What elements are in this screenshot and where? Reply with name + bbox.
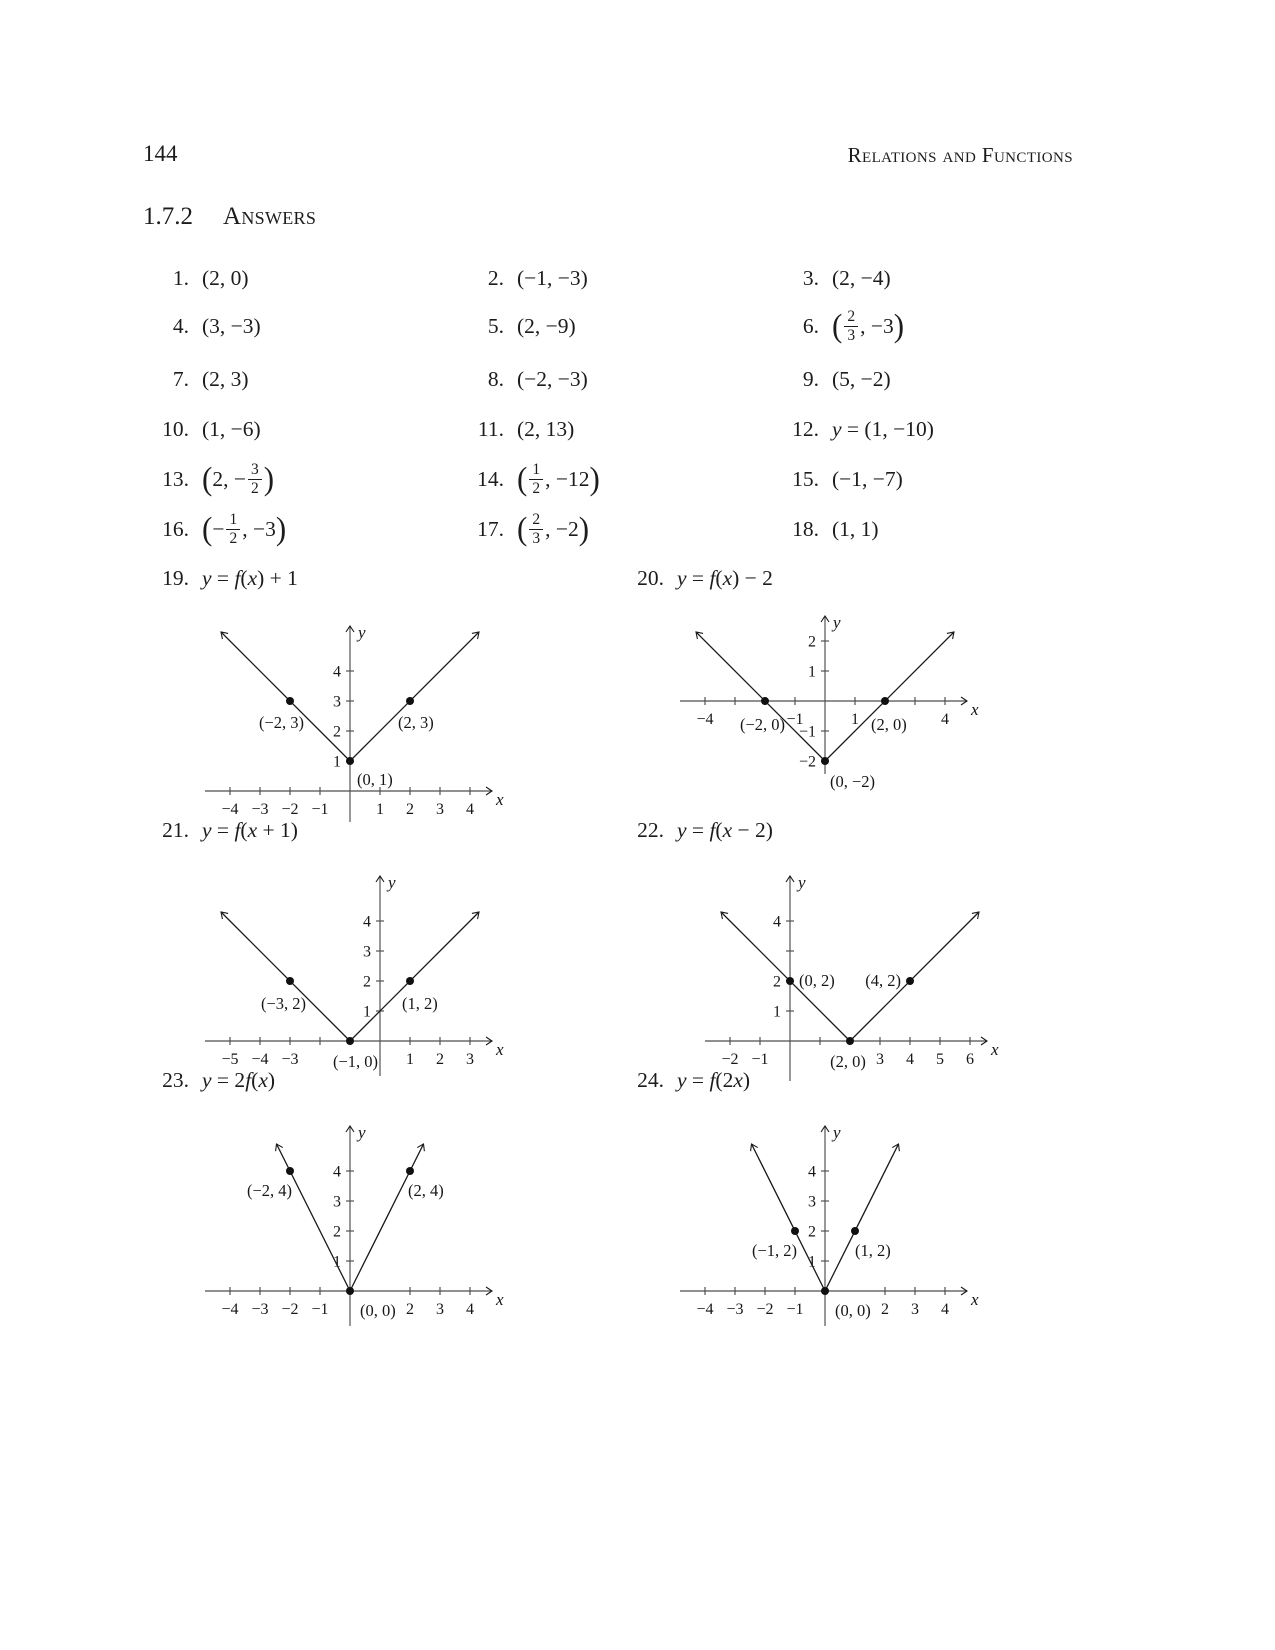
problem-number: 20. — [637, 566, 664, 590]
problem-equation — [202, 566, 298, 591]
point-label: (−3, 2) — [260, 994, 306, 1013]
math-variable: x — [722, 566, 733, 590]
answer-item-15 — [773, 456, 903, 502]
data-point — [286, 697, 294, 705]
data-point — [881, 697, 889, 705]
point-label: (−2, 3) — [258, 713, 304, 732]
x-axis-label: x — [496, 790, 504, 809]
y-tick-label: 4 — [773, 913, 781, 931]
y-tick-label: 4 — [333, 1163, 341, 1181]
math-variable: x — [258, 1068, 268, 1092]
y-tick-label: 2 — [808, 633, 816, 651]
graph-line — [825, 632, 954, 761]
problem-equation — [677, 1068, 750, 1093]
x-tick-label: −2 — [281, 801, 299, 818]
x-tick-label: 2 — [436, 1051, 444, 1068]
math-text: , −3 — [860, 313, 894, 338]
answer-item-18 — [773, 506, 879, 552]
y-tick-label: 3 — [363, 943, 371, 961]
graph-line — [221, 632, 350, 761]
x-tick-label: 4 — [941, 1301, 949, 1318]
answer-number: 13. — [162, 466, 189, 491]
graph-23 — [180, 1096, 532, 1336]
math-variable: y — [677, 1068, 687, 1092]
math-text: − — [212, 516, 225, 541]
point-label: (−1, 0) — [332, 1052, 378, 1071]
point-label: (2, 0) — [871, 715, 907, 734]
problem-equation — [202, 1068, 275, 1093]
math-variable: x — [247, 818, 258, 842]
answer-number: 3. — [802, 265, 819, 290]
x-tick-label: −5 — [221, 1051, 239, 1068]
math-variable: x — [733, 1068, 743, 1092]
answer-value — [517, 266, 588, 291]
answer-value — [517, 417, 574, 442]
fraction-denominator: 3 — [847, 326, 856, 344]
y-tick-label: 2 — [363, 973, 371, 991]
answer-value — [202, 266, 249, 291]
data-point — [761, 697, 769, 705]
math-variable: f — [709, 566, 716, 590]
answer-value — [832, 367, 891, 392]
problem-number: 24. — [637, 1068, 664, 1092]
section-title: Answers — [223, 203, 317, 230]
problem-title-23 — [143, 1068, 275, 1093]
answer-number: 2. — [487, 265, 504, 290]
math-text: = (1, −10) — [841, 416, 934, 441]
math-text: ( — [240, 566, 248, 590]
answer-number: 10. — [162, 416, 189, 441]
x-tick-label: 5 — [936, 1051, 944, 1068]
problem-equation — [202, 818, 298, 843]
math-text: ) — [267, 1068, 276, 1092]
answer-value: ( $\frac{2}{3}$ , −3 ) — [832, 307, 905, 344]
answer-number: 15. — [792, 466, 819, 491]
math-variable: f — [245, 1068, 252, 1092]
x-axis-label: x — [496, 1290, 504, 1309]
x-axis-label: x — [971, 1290, 979, 1309]
answer-item-7 — [143, 356, 249, 402]
x-axis-label: x — [496, 1040, 504, 1059]
math-text: = — [211, 818, 235, 842]
y-axis-label: y — [358, 1123, 366, 1142]
math-text: − 2) — [732, 818, 773, 842]
answer-value: ( 2, − $\frac{3}{2}$ ) — [202, 460, 275, 497]
x-tick-label: −2 — [721, 1051, 739, 1068]
data-point — [906, 977, 914, 985]
math-text: (2, 3) — [202, 366, 249, 391]
point-label: (−1, 2) — [751, 1241, 797, 1260]
math-text: , −12 — [545, 466, 590, 491]
math-text: (2 — [715, 1068, 734, 1092]
point-label: (0, −2) — [830, 772, 876, 791]
x-tick-label: −2 — [756, 1301, 774, 1318]
x-tick-label: 3 — [436, 1301, 444, 1318]
answer-number: 8. — [487, 366, 504, 391]
y-tick-label: 1 — [333, 753, 341, 771]
answer-item-14 — [458, 456, 600, 502]
graph-line — [825, 1144, 899, 1291]
graph-line — [350, 1144, 424, 1291]
math-text: (2, 0) — [202, 265, 249, 290]
y-tick-label: 1 — [773, 1003, 781, 1021]
math-text: (3, −3) — [202, 313, 261, 338]
y-tick-label: 4 — [333, 663, 341, 681]
answer-item-1 — [143, 255, 249, 301]
page-number: 144 — [143, 141, 178, 166]
point-label: (0, 2) — [799, 971, 835, 990]
x-tick-label: −1 — [311, 801, 329, 818]
answer-value: ( − $\frac{1}{2}$ , −3 ) — [202, 510, 287, 547]
answer-number: 1. — [172, 265, 189, 290]
y-tick-label: 3 — [333, 693, 341, 711]
vertex-point — [821, 757, 829, 765]
y-axis-label: y — [358, 623, 366, 642]
x-tick-label: −4 — [696, 1301, 714, 1318]
answer-number: 9. — [802, 366, 819, 391]
answer-number: 17. — [477, 516, 504, 541]
answer-number: 4. — [172, 313, 189, 338]
answer-value — [832, 467, 903, 492]
problem-number: 23. — [162, 1068, 189, 1092]
y-axis-label: y — [833, 613, 841, 632]
point-label: (−2, 4) — [246, 1181, 292, 1200]
running-header: Relations and Functions — [847, 143, 1073, 167]
data-point — [406, 1167, 414, 1175]
math-text: (−2, −3) — [517, 366, 588, 391]
math-variable: y — [202, 566, 212, 590]
y-tick-label: 1 — [808, 1253, 816, 1271]
fraction — [226, 511, 240, 547]
x-tick-label: −1 — [751, 1051, 769, 1068]
fraction — [529, 461, 543, 497]
answer-item-3 — [773, 255, 891, 301]
point-label: (4, 2) — [865, 971, 901, 990]
graph-21 — [180, 846, 532, 1086]
y-tick-label: −2 — [798, 753, 816, 771]
fraction-denominator: 2 — [229, 529, 238, 547]
math-text: + 1) — [257, 818, 298, 842]
x-tick-label: 6 — [966, 1051, 974, 1068]
answer-item-13 — [143, 456, 274, 502]
data-point — [786, 977, 794, 985]
problem-number: 21. — [162, 818, 189, 842]
x-tick-label: −2 — [281, 1301, 299, 1318]
answer-item-16 — [143, 506, 286, 552]
math-text: = — [686, 1068, 710, 1092]
point-label: (0, 0) — [360, 1301, 396, 1320]
answer-value — [202, 417, 261, 442]
x-tick-label: 2 — [406, 801, 414, 818]
fraction-denominator: 2 — [532, 479, 541, 497]
math-text: (5, −2) — [832, 366, 891, 391]
fraction-numerator: 1 — [529, 461, 543, 479]
x-tick-label: 3 — [876, 1051, 884, 1068]
answer-value — [832, 266, 891, 291]
point-label: (2, 0) — [830, 1052, 866, 1071]
answer-value: ( $\frac{2}{3}$ , −2 ) — [517, 510, 590, 547]
x-tick-label: −4 — [251, 1051, 269, 1068]
math-text: ( — [251, 1068, 259, 1092]
data-point — [406, 977, 414, 985]
math-variable: x — [247, 566, 258, 590]
graph-line — [221, 912, 350, 1041]
answer-number: 11. — [477, 416, 504, 441]
y-tick-label: 4 — [363, 913, 371, 931]
point-label: (1, 2) — [402, 994, 438, 1013]
math-text: (2, −9) — [517, 313, 576, 338]
answer-value — [517, 367, 588, 392]
math-variable: y — [677, 566, 687, 590]
math-text: = 2 — [211, 1068, 246, 1092]
answer-value: ( $\frac{1}{2}$ , −12 ) — [517, 460, 600, 497]
answer-number: 7. — [172, 366, 189, 391]
problem-number: 22. — [637, 818, 664, 842]
fraction — [248, 461, 262, 497]
math-variable: f — [234, 566, 241, 590]
x-tick-label: 1 — [851, 711, 859, 728]
math-text: , −2 — [545, 516, 579, 541]
problem-title-24 — [618, 1068, 750, 1093]
answer-item-5 — [458, 303, 576, 349]
x-tick-label: −4 — [221, 1301, 239, 1318]
x-tick-label: −3 — [726, 1301, 744, 1318]
answer-number: 5. — [487, 313, 504, 338]
x-tick-label: −3 — [251, 801, 269, 818]
math-text: = — [686, 818, 710, 842]
y-tick-label: 2 — [808, 1223, 816, 1241]
fraction-denominator: 2 — [250, 479, 259, 497]
x-tick-label: −1 — [786, 1301, 804, 1318]
answer-value — [517, 314, 576, 339]
fraction-numerator: 3 — [248, 461, 262, 479]
x-tick-label: 3 — [911, 1301, 919, 1318]
answer-item-9 — [773, 356, 891, 402]
y-tick-label: 1 — [333, 1253, 341, 1271]
fraction-numerator: 1 — [226, 511, 240, 529]
math-text: = — [686, 566, 710, 590]
vertex-point — [846, 1037, 854, 1045]
answer-number: 6. — [802, 313, 819, 338]
y-tick-label: 2 — [333, 1223, 341, 1241]
math-variable: y — [832, 416, 842, 441]
answer-number: 18. — [792, 516, 819, 541]
x-tick-label: −3 — [281, 1051, 299, 1068]
problem-number: 19. — [162, 566, 189, 590]
math-variable: y — [202, 1068, 212, 1092]
vertex-point — [346, 1287, 354, 1295]
graph-line — [350, 632, 479, 761]
y-axis-label: y — [388, 873, 396, 892]
x-tick-label: 2 — [406, 1301, 414, 1318]
y-tick-label: −1 — [798, 723, 816, 741]
x-axis-label: x — [991, 1040, 999, 1059]
answer-item-2 — [458, 255, 588, 301]
fraction-denominator: 3 — [532, 529, 541, 547]
problem-title-21 — [143, 818, 298, 843]
math-text: (−1, −7) — [832, 466, 903, 491]
math-text: ) − 2 — [732, 566, 773, 590]
math-text: (1, −6) — [202, 416, 261, 441]
math-text: ) + 1 — [257, 566, 298, 590]
graph-22 — [655, 846, 1007, 1086]
answer-value — [832, 417, 934, 442]
y-tick-label: 4 — [808, 1163, 816, 1181]
math-text: , −3 — [242, 516, 276, 541]
x-axis-label: x — [971, 700, 979, 719]
data-point — [286, 1167, 294, 1175]
answer-item-4 — [143, 303, 261, 349]
point-label: (2, 3) — [398, 713, 434, 732]
point-label: (0, 0) — [835, 1301, 871, 1320]
math-text: (1, 1) — [832, 516, 879, 541]
vertex-point — [821, 1287, 829, 1295]
x-tick-label: −1 — [786, 711, 804, 728]
x-tick-label: 4 — [466, 1301, 474, 1318]
answer-item-11 — [458, 406, 574, 452]
answer-item-10 — [143, 406, 261, 452]
x-tick-label: 2 — [881, 1301, 889, 1318]
point-label: (2, 4) — [408, 1181, 444, 1200]
x-tick-label: 1 — [376, 801, 384, 818]
vertex-point — [346, 1037, 354, 1045]
x-tick-label: −4 — [696, 711, 714, 728]
math-variable: y — [202, 818, 212, 842]
problem-title-20 — [618, 566, 773, 591]
answer-item-12 — [773, 406, 934, 452]
answer-item-8 — [458, 356, 588, 402]
answer-value — [202, 314, 261, 339]
math-text: 2, − — [212, 466, 246, 491]
math-text: ) — [742, 1068, 751, 1092]
x-tick-label: 3 — [466, 1051, 474, 1068]
data-point — [791, 1227, 799, 1235]
graph-24 — [655, 1096, 1007, 1336]
math-text: (2, 13) — [517, 416, 575, 441]
math-text: (2, −4) — [832, 265, 891, 290]
x-tick-label: 3 — [436, 801, 444, 818]
math-text: ( — [240, 818, 248, 842]
graph-19 — [180, 596, 532, 836]
math-text: = — [211, 566, 235, 590]
answer-value — [832, 517, 879, 542]
math-variable: f — [234, 818, 241, 842]
math-variable: f — [709, 1068, 716, 1092]
problem-title-19 — [143, 566, 298, 591]
graph-line — [696, 632, 825, 761]
graph-20 — [655, 596, 1007, 836]
y-tick-label: 1 — [363, 1003, 371, 1021]
problem-title-22 — [618, 818, 773, 843]
x-tick-label: 4 — [941, 711, 949, 728]
problem-equation — [677, 818, 773, 843]
answer-number: 16. — [162, 516, 189, 541]
data-point — [286, 977, 294, 985]
math-variable: f — [709, 818, 716, 842]
x-tick-label: 4 — [466, 801, 474, 818]
x-tick-label: −1 — [311, 1301, 329, 1318]
y-axis-label: y — [833, 1123, 841, 1142]
math-text: ( — [715, 566, 723, 590]
y-tick-label: 2 — [773, 973, 781, 991]
y-tick-label: 2 — [333, 723, 341, 741]
answer-value — [202, 367, 249, 392]
fraction — [529, 511, 543, 547]
data-point — [406, 697, 414, 705]
fraction-numerator: 2 — [529, 511, 543, 529]
point-label: (0, 1) — [357, 770, 393, 789]
x-tick-label: 1 — [406, 1051, 414, 1068]
x-tick-label: 4 — [906, 1051, 914, 1068]
math-text: (−1, −3) — [517, 265, 588, 290]
fraction — [844, 308, 858, 344]
fraction-numerator: 2 — [844, 308, 858, 326]
y-axis-label: y — [798, 873, 806, 892]
section-heading — [143, 203, 316, 231]
y-tick-label: 3 — [808, 1193, 816, 1211]
answer-item-17 — [458, 506, 589, 552]
answer-number: 14. — [477, 466, 504, 491]
x-tick-label: −3 — [251, 1301, 269, 1318]
problem-equation — [677, 566, 773, 591]
math-text: ( — [715, 818, 723, 842]
y-tick-label: 1 — [808, 663, 816, 681]
math-variable: x — [722, 818, 733, 842]
answer-number: 12. — [792, 416, 819, 441]
answer-item-6 — [773, 303, 904, 349]
data-point — [851, 1227, 859, 1235]
vertex-point — [346, 757, 354, 765]
point-label: (1, 2) — [855, 1241, 891, 1260]
math-variable: y — [677, 818, 687, 842]
x-tick-label: −4 — [221, 801, 239, 818]
section-number: 1.7.2 — [143, 203, 193, 230]
y-tick-label: 3 — [333, 1193, 341, 1211]
point-label: (−2, 0) — [739, 715, 785, 734]
